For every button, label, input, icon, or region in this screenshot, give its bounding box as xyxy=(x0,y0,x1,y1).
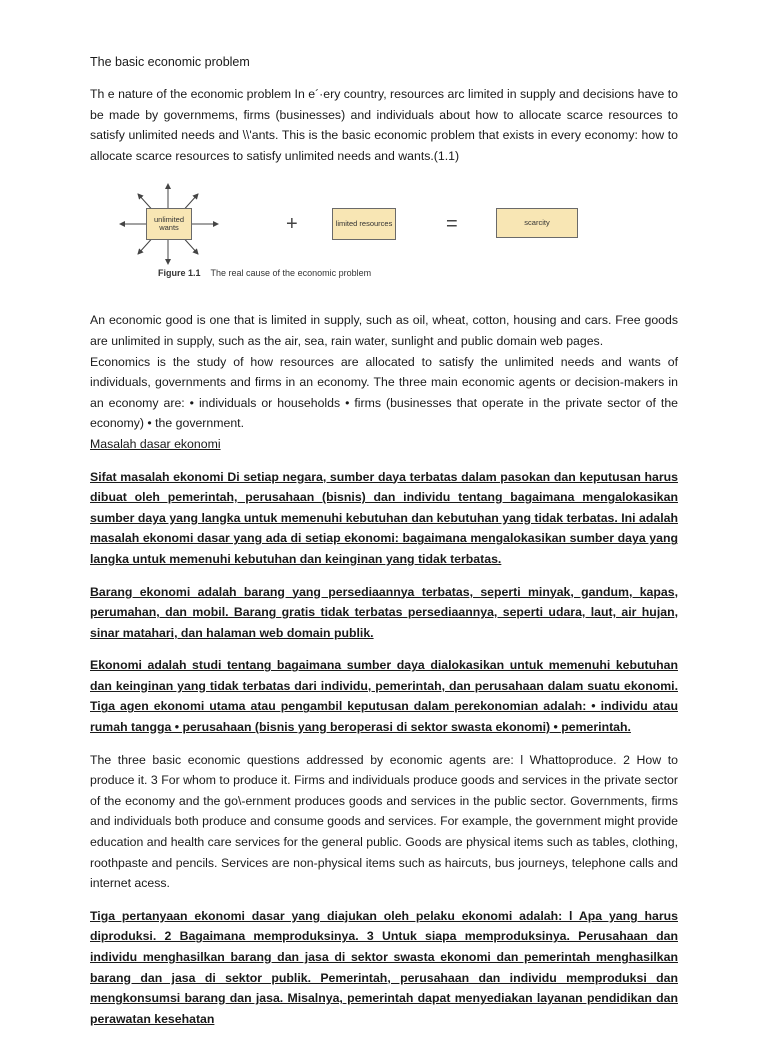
limited-resources-box: limited resources xyxy=(332,208,396,240)
paragraph-id-economics: Ekonomi adalah studi tentang bagaimana sumber daya dialokasikan untuk memenuhi kebutuhan dan keinginan yang tidak terbatas dari individu, pemerintah, dan perusahaan dalam suatu ekonomi. Tiga agen ekonomi utama atau pengambil keputusan dalam perekonomian adalah: • individu atau rumah tangga • perusahaan (bisnis yang beroperasi di sektor swasta ekonomi) • pemerintah. xyxy=(90,658,678,735)
paragraph-economic-good: An economic good is one that is limited in supply, such as oil, wheat, cotton, housing and cars. Free goods are unlimited in supply, such as the air, sea, rain water, sunlight and public domain web pages. xyxy=(90,313,678,348)
paragraph-id-goods: Barang ekonomi adalah barang yang persediaannya terbatas, seperti minyak, gandum, kapas, perumahan, dan mobil. Barang gratis tidak terbatas persediaannya, seperti udara, laut, air hujan, sinar matahari, dan halaman web domain publik. xyxy=(90,584,678,640)
caption-text: The real cause of the economic problem xyxy=(210,268,372,279)
figure-caption xyxy=(158,268,371,278)
document-page xyxy=(90,52,678,1041)
paragraph-id-problem: Sifat masalah ekonomi Di setiap negara, sumber daya terbatas dalam pasokan dan keputusan harus dibuat oleh pemerintah, perusahaan (bisnis) dan individu tentang bagaimana mengalokasikan sumber daya yang langka untuk memenuhi kebutuhan dan kebutuhan yang tidak terbatas. Ini adalah masalah ekonomi dasar yang ada di setiap ekonomi: bagaimana mengalokasikan sumber daya yang langka untuk memenuhi kebutuhan dan keinginan yang tidak terbatas. xyxy=(90,469,678,566)
figure-scarcity xyxy=(90,178,678,296)
equals-symbol: = xyxy=(446,213,458,236)
paragraph-economics-study: Economics is the study of how resources are allocated to satisfy the unlimited needs and wants of individuals, governments and firms in an economy. The three main economic agents or decision-makers in an economy are: • individuals or households • firms (businesses that operate in the private sector of the economy) • the government. xyxy=(90,354,678,431)
indonesian-heading: Masalah dasar ekonomi xyxy=(90,436,221,451)
paragraph-economic-problem: Th e nature of the economic problem In e´·ery country, resources arc limited in supply and decisions have to be made by governmems, firms (businesses) and individuals about how to allocate scarce resources to satisfy unlimited needs and \\'ants. This is the basic economic problem that exists in every economy: how to allocate scarce resources to satisfy unlimited needs and wants.(1.1) xyxy=(90,87,678,163)
paragraph-id-three-questions: Tiga pertanyaan ekonomi dasar yang diajukan oleh pelaku ekonomi adalah: l Apa yang harus diproduksi. 2 Bagaimana memproduksinya. 3 Untuk siapa memproduksinya. Perusahaan dan individu menghasilkan barang dan jasa di sektor swasta ekonomi dan pemerintah menghasilkan barang dan jasa di sektor publik. Pemerintah, perusahaan dan individu memproduksi dan mengkonsumsi barang dan jasa. Misalnya, pemerintah dapat menyediakan layanan pendidikan dan perawatan kesehatan xyxy=(90,908,678,1026)
unlimited-wants-box: unlimited wants xyxy=(146,208,192,240)
plus-symbol: + xyxy=(286,213,298,236)
caption-label: Figure 1.1 xyxy=(158,268,201,279)
scarcity-box: scarcity xyxy=(496,208,578,238)
document-title: The basic economic problem xyxy=(90,55,250,69)
paragraph-three-questions: The three basic economic questions addressed by economic agents are: l Whattoproduce. 2 How to produce it. 3 For whom to produce it. Firms and individuals produce goods and services in the private sector of the economy and the go\-ernment produces goods and services in the public sector. Governments, firms and individuals both produce and consume goods and services. For example, the government might provide education and health care services for the general public. Goods are physical items such as tables, clothing, roothpaste and pencils. Services are non-physical items such as haircuts, bus journeys, telephone calls and internet acess. xyxy=(90,752,678,891)
